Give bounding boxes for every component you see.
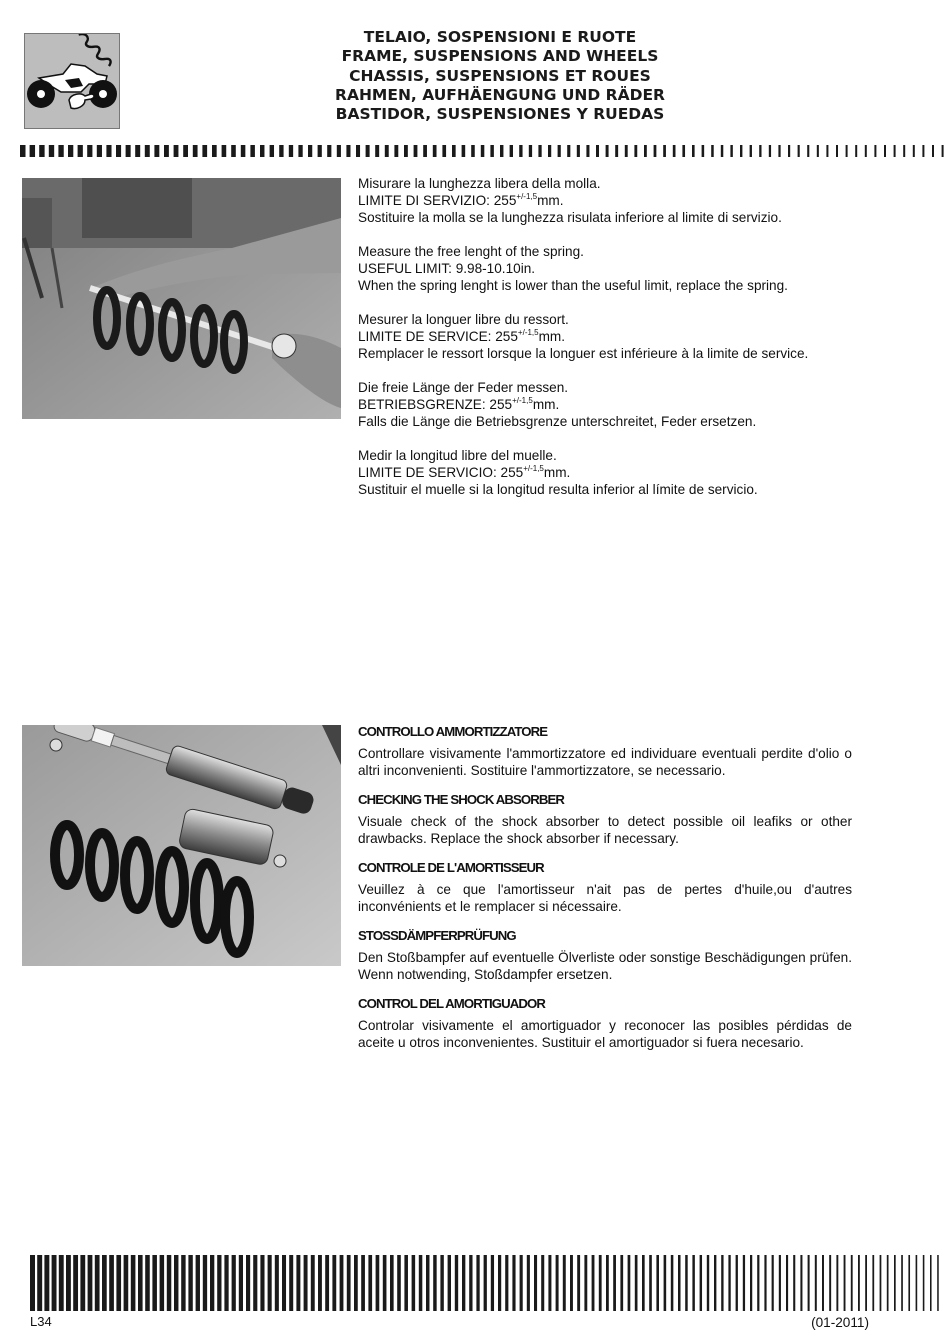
barcode-bar bbox=[541, 1255, 544, 1311]
barcode-bar bbox=[131, 1255, 136, 1311]
divider-bar bbox=[682, 145, 685, 157]
barcode-bar bbox=[318, 1255, 322, 1311]
block-en bbox=[358, 790, 852, 847]
divider-bar bbox=[942, 145, 944, 157]
para-it bbox=[358, 175, 852, 226]
photo-measuring-spring bbox=[22, 178, 341, 419]
body-fr: Veuillez à ce que l'amortisseur n'ait pas de pertes d'huile,ou d'autres inconvénients et le remplacer si nécessaire. bbox=[358, 882, 852, 914]
divider-bar bbox=[471, 145, 475, 157]
divider-bar bbox=[202, 145, 207, 157]
barcode-bar bbox=[455, 1255, 458, 1311]
barcode-bar bbox=[102, 1255, 107, 1311]
divider-bar bbox=[212, 145, 217, 157]
divider-bar bbox=[730, 145, 732, 157]
barcode-bar bbox=[138, 1255, 143, 1311]
divider-bar bbox=[836, 145, 838, 157]
divider-bar bbox=[846, 145, 848, 157]
de-line1: Die freie Länge der Feder messen. bbox=[358, 380, 569, 395]
barcode-bar bbox=[203, 1255, 207, 1311]
barcode-bar bbox=[440, 1255, 443, 1311]
barcode-bar bbox=[469, 1255, 472, 1311]
barcode-bar bbox=[433, 1255, 436, 1311]
barcode-bar bbox=[649, 1255, 652, 1311]
barcode-bar bbox=[160, 1255, 165, 1311]
barcode-bar bbox=[397, 1255, 401, 1311]
block-it bbox=[358, 722, 852, 779]
barcode-bar bbox=[779, 1255, 781, 1311]
barcode-bar bbox=[361, 1255, 365, 1311]
barcode-bar bbox=[527, 1255, 530, 1311]
barcode-bar bbox=[728, 1255, 730, 1311]
barcode-bar bbox=[599, 1255, 602, 1311]
title-it: TELAIO, SOSPENSIONI E RUOTE bbox=[363, 28, 637, 46]
barcode-bar bbox=[124, 1255, 129, 1311]
barcode-bar bbox=[181, 1255, 185, 1311]
block-de bbox=[358, 926, 852, 983]
barcode-bar bbox=[563, 1255, 566, 1311]
barcode-bar bbox=[232, 1255, 236, 1311]
en-line1: Measure the free lenght of the spring. bbox=[358, 244, 584, 259]
barcode-bar bbox=[426, 1255, 429, 1311]
barcode-bar bbox=[52, 1255, 57, 1311]
barcode-bar bbox=[383, 1255, 387, 1311]
barcode-bar bbox=[332, 1255, 336, 1311]
barcode-bar bbox=[80, 1255, 85, 1311]
barcode-bar bbox=[685, 1255, 687, 1311]
heading-it: CONTROLLO AMMORTIZZATORE bbox=[358, 724, 548, 739]
barcode-bar bbox=[505, 1255, 508, 1311]
divider-bar bbox=[394, 145, 398, 157]
barcode-bar bbox=[815, 1255, 817, 1311]
heading-fr: CONTROLE DE L'AMORTISSEUR bbox=[358, 860, 544, 875]
divider-bar bbox=[327, 145, 331, 157]
barcode-bar bbox=[930, 1255, 932, 1311]
divider-bar bbox=[270, 145, 274, 157]
barcode-bar bbox=[628, 1255, 631, 1311]
divider-bar bbox=[798, 145, 800, 157]
section-logo bbox=[24, 33, 120, 129]
divider-bar bbox=[356, 145, 360, 157]
divider-bar bbox=[366, 145, 370, 157]
divider-bar bbox=[913, 145, 915, 157]
barcode-bar bbox=[887, 1255, 889, 1311]
barcode-bar bbox=[772, 1255, 774, 1311]
barcode-bar bbox=[260, 1255, 264, 1311]
barcode-bar bbox=[556, 1255, 559, 1311]
divider-bar bbox=[778, 145, 780, 157]
barcode-bar bbox=[548, 1255, 551, 1311]
barcode-bar bbox=[188, 1255, 192, 1311]
barcode-bar bbox=[656, 1255, 659, 1311]
para-fr bbox=[358, 311, 852, 362]
title-en: FRAME, SUSPENSIONS AND WHEELS bbox=[341, 47, 659, 66]
barcode-bar bbox=[152, 1255, 157, 1311]
divider-bar bbox=[500, 145, 503, 157]
barcode-bar bbox=[606, 1255, 609, 1311]
divider-bar bbox=[558, 145, 561, 157]
barcode-bar bbox=[404, 1255, 408, 1311]
divider-bar bbox=[654, 145, 657, 157]
barcode-bar bbox=[268, 1255, 272, 1311]
barcode-bar bbox=[901, 1255, 903, 1311]
divider-bar bbox=[538, 145, 541, 157]
barcode-bar bbox=[476, 1255, 479, 1311]
divider-bar bbox=[586, 145, 589, 157]
divider-bar bbox=[183, 145, 188, 157]
barcode-bar bbox=[210, 1255, 214, 1311]
barcode-bar bbox=[498, 1255, 501, 1311]
barcode-bar bbox=[620, 1255, 623, 1311]
top-divider-bars bbox=[20, 145, 950, 157]
barcode-bar bbox=[390, 1255, 394, 1311]
heading-de: STOSSDÄMPFERPRÜFUNG bbox=[358, 928, 516, 943]
barcode-bar bbox=[700, 1255, 702, 1311]
barcode-bar bbox=[671, 1255, 674, 1311]
barcode-bar bbox=[851, 1255, 853, 1311]
fr-line1: Mesurer la longuer libre du ressort. bbox=[358, 312, 569, 327]
divider-bar bbox=[135, 145, 140, 157]
barcode-bar bbox=[858, 1255, 860, 1311]
barcode-bar bbox=[37, 1255, 42, 1311]
divider-bar bbox=[106, 145, 111, 157]
divider-bar bbox=[903, 145, 905, 157]
it-limit: LIMITE DI SERVIZIO: $255^{+/-1,5}mm$. bbox=[358, 192, 564, 208]
it-line3: Sostituire la molla se la lunghezza risulata inferiore al limite di servizio. bbox=[358, 210, 782, 225]
divider-bar bbox=[49, 145, 54, 157]
divider-bar bbox=[385, 145, 389, 157]
heading-en: CHECKING THE SHOCK ABSORBER bbox=[358, 792, 565, 807]
barcode-bar bbox=[743, 1255, 745, 1311]
barcode-bar bbox=[880, 1255, 882, 1311]
barcode-bar bbox=[520, 1255, 523, 1311]
es-line3: Sustituir el muelle si la longitud resulta inferior al límite de servicio. bbox=[358, 482, 758, 497]
barcode-bar bbox=[678, 1255, 681, 1311]
barcode-bar bbox=[584, 1255, 587, 1311]
divider-bar bbox=[404, 145, 408, 157]
barcode-bar bbox=[354, 1255, 358, 1311]
de-line3: Falls die Länge die Betriebsgrenze unterschreitet, Feder ersetzen. bbox=[358, 414, 757, 429]
barcode-bar bbox=[491, 1255, 494, 1311]
divider-bar bbox=[279, 145, 283, 157]
para-es bbox=[358, 447, 852, 498]
title-de: RAHMEN, AUFHÄENGUNG UND RÄDER bbox=[335, 85, 665, 104]
divider-bar bbox=[375, 145, 379, 157]
divider-bar bbox=[337, 145, 341, 157]
divider-bar bbox=[260, 145, 264, 157]
barcode-bar bbox=[145, 1255, 150, 1311]
divider-bar bbox=[596, 145, 599, 157]
divider-bar bbox=[116, 145, 121, 157]
barcode-bar bbox=[908, 1255, 910, 1311]
divider-bar bbox=[510, 145, 513, 157]
divider-bar bbox=[174, 145, 179, 157]
divider-bar bbox=[884, 145, 886, 157]
divider-bar bbox=[68, 145, 73, 157]
barcode-bar bbox=[707, 1255, 709, 1311]
block-fr bbox=[358, 858, 852, 915]
divider-bar bbox=[567, 145, 570, 157]
body-de: Den Stoßbampfer auf eventuelle Ölverliste oder sonstige Beschädigungen prüfen. Wenn notwending, Stoßdampfer ersetzen. bbox=[358, 950, 852, 982]
barcode-bar bbox=[764, 1255, 766, 1311]
divider-bar bbox=[548, 145, 551, 157]
divider-bar bbox=[529, 145, 532, 157]
title-es: BASTIDOR, SUSPENSIONES Y RUEDAS bbox=[335, 105, 665, 124]
divider-bar bbox=[298, 145, 302, 157]
divider-bar bbox=[855, 145, 857, 157]
divider-bar bbox=[452, 145, 456, 157]
fr-limit: LIMITE DE SERVICE: $255^{+/-1,5}mm$. bbox=[358, 328, 566, 344]
divider-bar bbox=[577, 145, 580, 157]
divider-bar bbox=[39, 145, 44, 157]
divider-bar bbox=[289, 145, 293, 157]
divider-bar bbox=[692, 145, 695, 157]
barcode-bar bbox=[448, 1255, 451, 1311]
barcode-bar bbox=[721, 1255, 723, 1311]
body-en: Visuale check of the shock absorber to detect possible oil leafiks or other drawbacks. Replace the shock absorber if necessary. bbox=[358, 814, 852, 846]
barcode-bar bbox=[692, 1255, 694, 1311]
barcode-bar bbox=[800, 1255, 802, 1311]
revision-date: (01-2011) bbox=[811, 1315, 869, 1330]
divider-bar bbox=[721, 145, 723, 157]
divider-bar bbox=[250, 145, 255, 157]
divider-bar bbox=[58, 145, 63, 157]
divider-bar bbox=[711, 145, 714, 157]
divider-bar bbox=[894, 145, 896, 157]
barcode-bar bbox=[95, 1255, 100, 1311]
barcode-bar bbox=[714, 1255, 716, 1311]
divider-bar bbox=[145, 145, 150, 157]
divider-bar bbox=[164, 145, 169, 157]
divider-bar bbox=[30, 145, 35, 157]
barcode-bar bbox=[340, 1255, 344, 1311]
barcode-bar bbox=[937, 1255, 939, 1311]
barcode-bar bbox=[296, 1255, 300, 1311]
divider-bar bbox=[874, 145, 876, 157]
divider-bar bbox=[462, 145, 466, 157]
divider-bar bbox=[222, 145, 227, 157]
barcode-bar bbox=[304, 1255, 308, 1311]
barcode-bar bbox=[66, 1255, 71, 1311]
barcode-bar bbox=[109, 1255, 114, 1311]
barcode-bar bbox=[844, 1255, 846, 1311]
barcode-bar bbox=[829, 1255, 831, 1311]
barcode-bar bbox=[808, 1255, 810, 1311]
divider-bar bbox=[769, 145, 771, 157]
page-number: L34 bbox=[30, 1314, 52, 1329]
barcode-bar bbox=[642, 1255, 645, 1311]
barcode-bar bbox=[325, 1255, 329, 1311]
header-titles bbox=[300, 28, 700, 124]
divider-bar bbox=[308, 145, 312, 157]
barcode-bar bbox=[289, 1255, 293, 1311]
divider-bar bbox=[154, 145, 159, 157]
barcode-bar bbox=[786, 1255, 788, 1311]
barcode-bar bbox=[282, 1255, 286, 1311]
it-line1: Misurare la lunghezza libera della molla. bbox=[358, 176, 601, 191]
block-es bbox=[358, 994, 852, 1051]
barcode-bar bbox=[196, 1255, 200, 1311]
barcode-bar bbox=[412, 1255, 416, 1311]
barcode-bar bbox=[224, 1255, 228, 1311]
barcode-bar bbox=[664, 1255, 667, 1311]
divider-bar bbox=[740, 145, 742, 157]
barcode-bar bbox=[865, 1255, 867, 1311]
divider-bar bbox=[241, 145, 246, 157]
barcode-bar bbox=[916, 1255, 918, 1311]
barcode-bar bbox=[419, 1255, 423, 1311]
barcode-bar bbox=[44, 1255, 49, 1311]
divider-bar bbox=[750, 145, 752, 157]
divider-bar bbox=[481, 145, 485, 157]
barcode-bar bbox=[73, 1255, 78, 1311]
divider-bar bbox=[788, 145, 790, 157]
barcode-bar bbox=[836, 1255, 838, 1311]
divider-bar bbox=[663, 145, 666, 157]
divider-bar bbox=[97, 145, 102, 157]
divider-bar bbox=[519, 145, 522, 157]
barcode-bar bbox=[872, 1255, 874, 1311]
divider-bar bbox=[922, 145, 924, 157]
divider-bar bbox=[644, 145, 647, 157]
barcode-bar bbox=[376, 1255, 380, 1311]
title-fr: CHASSIS, SUSPENSIONS ET ROUES bbox=[349, 66, 651, 85]
barcode-bar bbox=[217, 1255, 221, 1311]
divider-bar bbox=[231, 145, 236, 157]
barcode-bar bbox=[30, 1255, 35, 1311]
de-limit: BETRIEBSGRENZE: $255^{+/-1,5}mm$. bbox=[358, 396, 560, 412]
divider-bar bbox=[606, 145, 609, 157]
barcode-bar bbox=[167, 1255, 171, 1311]
barcode-bar bbox=[311, 1255, 315, 1311]
barcode-bar bbox=[750, 1255, 752, 1311]
divider-bar bbox=[346, 145, 350, 157]
barcode-bar bbox=[275, 1255, 279, 1311]
barcode-bar bbox=[368, 1255, 372, 1311]
divider-bar bbox=[193, 145, 198, 157]
divider-bar bbox=[759, 145, 761, 157]
barcode-bar bbox=[59, 1255, 64, 1311]
para-de bbox=[358, 379, 852, 430]
divider-bar bbox=[126, 145, 131, 157]
es-limit: LIMITE DE SERVICIO: $255^{+/-1,5}mm$. bbox=[358, 464, 571, 480]
divider-bar bbox=[87, 145, 92, 157]
barcode-bar bbox=[534, 1255, 537, 1311]
barcode-bar bbox=[347, 1255, 351, 1311]
divider-bar bbox=[826, 145, 828, 157]
divider-bar bbox=[442, 145, 446, 157]
divider-bar bbox=[817, 145, 819, 157]
barcode-bar bbox=[736, 1255, 738, 1311]
divider-bar bbox=[807, 145, 809, 157]
barcode-bar bbox=[757, 1255, 759, 1311]
divider-bar bbox=[932, 145, 934, 157]
bottom-barcode-bars bbox=[30, 1255, 946, 1311]
barcode-bar bbox=[923, 1255, 925, 1311]
barcode-bar bbox=[246, 1255, 250, 1311]
divider-bar bbox=[433, 145, 437, 157]
motorcycle-suspension-icon bbox=[25, 34, 121, 130]
body-es: Controlar visivamente el amortiguador y reconocer las posibles pérdidas de aceite u otros inconvenientes. Sustituir el amortiguador si fuera necesario. bbox=[358, 1018, 852, 1050]
en-line2: USEFUL LIMIT: 9.98-10.10in. bbox=[358, 261, 536, 276]
spring-measurement-text bbox=[358, 175, 852, 515]
divider-bar bbox=[423, 145, 427, 157]
body-it: Controllare visivamente l'ammortizzatore ed individuare eventuali perdite d'olio o altri inconvenienti. Sostituire l'ammortizzatore, se necessario. bbox=[358, 746, 852, 778]
barcode-bar bbox=[512, 1255, 515, 1311]
divider-bar bbox=[78, 145, 83, 157]
barcode-bar bbox=[239, 1255, 243, 1311]
barcode-bar bbox=[793, 1255, 795, 1311]
divider-bar bbox=[702, 145, 705, 157]
photo-shock-absorber bbox=[22, 725, 341, 966]
heading-es: CONTROL DEL AMORTIGUADOR bbox=[358, 996, 545, 1011]
barcode-bar bbox=[613, 1255, 616, 1311]
divider-bar bbox=[318, 145, 322, 157]
barcode-bar bbox=[577, 1255, 580, 1311]
barcode-bar bbox=[484, 1255, 487, 1311]
barcode-bar bbox=[174, 1255, 178, 1311]
barcode-bar bbox=[822, 1255, 824, 1311]
divider-bar bbox=[20, 145, 26, 157]
divider-bar bbox=[615, 145, 618, 157]
barcode-bar bbox=[116, 1255, 121, 1311]
divider-bar bbox=[865, 145, 867, 157]
en-line3: When the spring lenght is lower than the useful limit, replace the spring. bbox=[358, 278, 788, 293]
divider-bar bbox=[414, 145, 418, 157]
barcode-bar bbox=[570, 1255, 573, 1311]
divider-bar bbox=[673, 145, 676, 157]
divider-bar bbox=[634, 145, 637, 157]
barcode-bar bbox=[635, 1255, 638, 1311]
shock-absorber-check-text bbox=[358, 722, 852, 1062]
es-line1: Medir la longitud libre del muelle. bbox=[358, 448, 557, 463]
barcode-bar bbox=[253, 1255, 257, 1311]
divider-bar bbox=[490, 145, 493, 157]
divider-bar bbox=[625, 145, 628, 157]
barcode-bar bbox=[592, 1255, 595, 1311]
fr-line3: Remplacer le ressort lorsque la longuer est inférieure à la limite de service. bbox=[358, 346, 809, 361]
barcode-bar bbox=[88, 1255, 93, 1311]
para-en bbox=[358, 243, 852, 294]
barcode-bar bbox=[894, 1255, 896, 1311]
barcode-bar bbox=[462, 1255, 465, 1311]
